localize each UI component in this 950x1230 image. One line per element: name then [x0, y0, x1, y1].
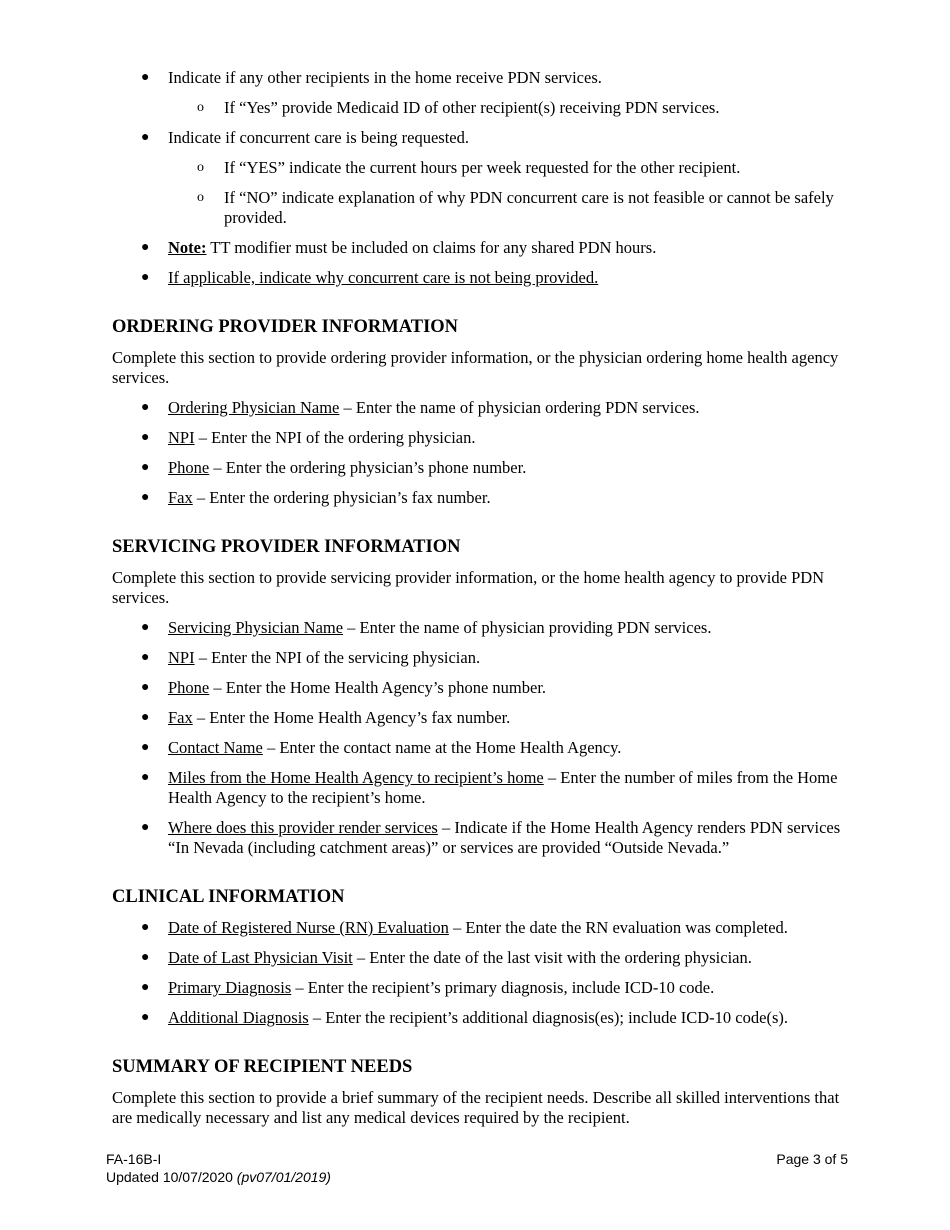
page-number: Page 3 of 5 [776, 1151, 848, 1167]
bullet-icon: ● [141, 430, 150, 445]
field-label: Where does this provider render services [168, 818, 438, 837]
section-intro-ordering: Complete this section to provide ordering provider information, or the physician ordering home health agency services. [112, 348, 839, 387]
section-heading-ordering: ORDERING PROVIDER INFORMATION [112, 317, 459, 337]
field-description: – Enter the contact name at the Home Health Agency. [262, 738, 622, 757]
field-description: – Indicate if the Home Health Agency renders PDN services “In Nevada (including catchment areas)” or services are provided “Outside Nevada.” [168, 818, 841, 857]
field-description: – Enter the date the RN evaluation was completed. [448, 918, 788, 937]
bullet-icon: ● [141, 980, 150, 995]
form-id: FA-16B-I [106, 1151, 162, 1167]
bullet-icon: ● [141, 1010, 150, 1025]
list-item [112, 678, 857, 698]
field-label: Phone [168, 458, 210, 477]
bullet-icon: ● [141, 270, 150, 285]
sub-list [168, 158, 857, 228]
sub-list-item-text: If “NO” indicate explanation of why PDN concurrent care is not feasible or cannot be safely provided. [224, 188, 834, 227]
list-item [112, 398, 857, 418]
bullet-icon: ● [141, 950, 150, 965]
bullet-icon: ● [141, 770, 150, 785]
sub-list-item [168, 158, 857, 178]
list-item-text: Indicate if concurrent care is being requested. [168, 128, 469, 147]
bullet-icon: ● [141, 400, 150, 415]
field-description: – Enter the NPI of the servicing physician. [194, 648, 481, 667]
field-label: Date of Registered Nurse (RN) Evaluation [168, 918, 449, 937]
field-description: – Enter the number of miles from the Home Health Agency to the recipient’s home. [168, 768, 838, 807]
list-item [112, 428, 857, 448]
bullet-icon: ● [141, 680, 150, 695]
section-heading-servicing: SERVICING PROVIDER INFORMATION [112, 537, 461, 557]
sub-list-item [168, 188, 857, 228]
field-description: – Enter the recipient’s additional diagnosis(es); include ICD-10 code(s). [308, 1008, 788, 1027]
list-item [112, 768, 857, 808]
ordering-fields-list [112, 398, 857, 508]
sub-list-item [168, 98, 857, 118]
field-label: Miles from the Home Health Agency to recipient’s home [168, 768, 544, 787]
concurrent-care-list [112, 68, 857, 288]
field-description: – Enter the name of physician ordering PDN services. [339, 398, 700, 417]
document-page [112, 68, 857, 1138]
list-item [112, 818, 857, 858]
bullet-icon: ● [141, 130, 150, 145]
bullet-icon: ● [141, 490, 150, 505]
list-item [112, 918, 857, 938]
hollow-bullet-icon: o [197, 100, 204, 115]
field-description: – Enter the ordering physician’s fax number. [192, 488, 491, 507]
sub-list-item-text: If “Yes” provide Medicaid ID of other recipient(s) receiving PDN services. [224, 98, 720, 117]
field-label: NPI [168, 428, 195, 447]
page-footer [106, 1150, 848, 1186]
field-label: Additional Diagnosis [168, 1008, 309, 1027]
field-description: – Enter the date of the last visit with the ordering physician. [352, 948, 752, 967]
previous-version: (pv07/01/2019) [236, 1169, 331, 1185]
list-item [112, 1008, 857, 1028]
hollow-bullet-icon: o [197, 190, 204, 205]
list-item [112, 978, 857, 998]
list-item [112, 68, 857, 118]
list-item-text: Indicate if any other recipients in the home receive PDN services. [168, 68, 602, 87]
list-item-text: If applicable, indicate why concurrent care is not being provided. [168, 268, 599, 287]
field-label: Fax [168, 488, 193, 507]
field-label: Contact Name [168, 738, 263, 757]
bullet-icon: ● [141, 70, 150, 85]
servicing-fields-list [112, 618, 857, 858]
sub-list-item-text: If “YES” indicate the current hours per week requested for the other recipient. [224, 158, 741, 177]
field-description: – Enter the ordering physician’s phone number. [209, 458, 527, 477]
field-label: Primary Diagnosis [168, 978, 292, 997]
field-description: – Enter the recipient’s primary diagnosis, include ICD-10 code. [291, 978, 715, 997]
field-label: Servicing Physician Name [168, 618, 344, 637]
section-intro-summary: Complete this section to provide a brief summary of the recipient needs. Describe all skilled interventions that are medically necessary and list any medical devices required by the recipient. [112, 1088, 840, 1127]
list-item [112, 948, 857, 968]
revision-line [106, 1168, 848, 1186]
list-item [112, 618, 857, 638]
list-item [112, 648, 857, 668]
list-item [112, 458, 857, 478]
section-intro-servicing: Complete this section to provide servicing provider information, or the home health agency to provide PDN services. [112, 568, 825, 607]
list-item [112, 128, 857, 228]
list-item [112, 738, 857, 758]
note-label: Note: [168, 238, 207, 257]
bullet-icon: ● [141, 740, 150, 755]
list-item [112, 488, 857, 508]
list-item [112, 708, 857, 728]
list-item [112, 238, 857, 258]
field-description: – Enter the Home Health Agency’s phone number. [209, 678, 547, 697]
clinical-fields-list [112, 918, 857, 1028]
field-label: NPI [168, 648, 195, 667]
section-heading-summary: SUMMARY OF RECIPIENT NEEDS [112, 1057, 413, 1077]
field-label: Ordering Physician Name [168, 398, 340, 417]
list-item [112, 268, 857, 288]
section-heading-clinical: CLINICAL INFORMATION [112, 887, 345, 907]
bullet-icon: ● [141, 820, 150, 835]
sub-list [168, 98, 857, 118]
bullet-icon: ● [141, 650, 150, 665]
field-description: – Enter the Home Health Agency’s fax number. [192, 708, 511, 727]
bullet-icon: ● [141, 460, 150, 475]
field-label: Phone [168, 678, 210, 697]
field-label: Fax [168, 708, 193, 727]
field-label: Date of Last Physician Visit [168, 948, 353, 967]
bullet-icon: ● [141, 240, 150, 255]
bullet-icon: ● [141, 920, 150, 935]
bullet-icon: ● [141, 710, 150, 725]
note-text: TT modifier must be included on claims for any shared PDN hours. [206, 238, 657, 257]
bullet-icon: ● [141, 620, 150, 635]
updated-date: Updated 10/07/2020 [106, 1169, 237, 1185]
field-description: – Enter the name of physician providing PDN services. [343, 618, 712, 637]
hollow-bullet-icon: o [197, 160, 204, 175]
field-description: – Enter the NPI of the ordering physician. [194, 428, 476, 447]
